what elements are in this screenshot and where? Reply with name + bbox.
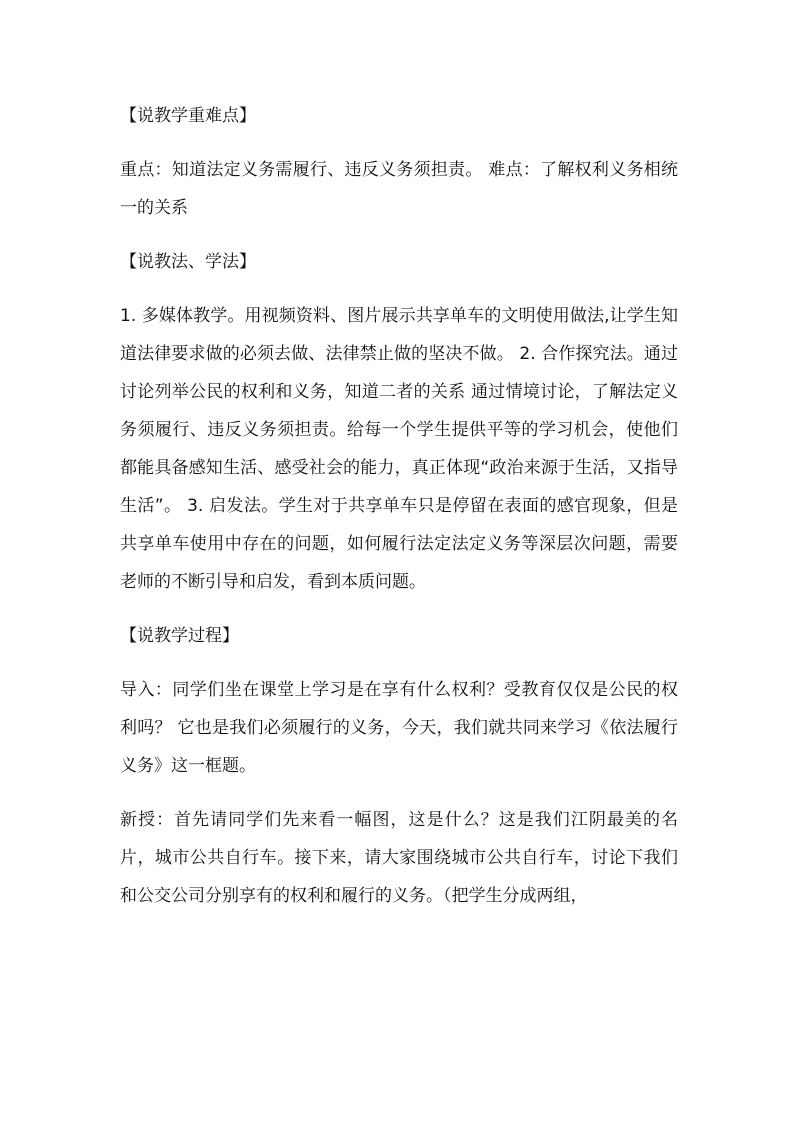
paragraph-teaching-methods: 1. 多媒体教学。用视频资料、图片展示共享单车的文明使用做法,让学生知道法律要求做的必须去做、法律禁止做的坚决不做。 2. 合作探究法。通过讨论列举公民的权利和义务，知道二者的关系 通过情境讨论，了解法定义务须履行、违反义务须担责。给每一个学生提供平等的学习机会，使他们都能具备感知生活、感受社会的能力，真正体现“政治来源于生活，又指导生活”。 3. 启发法。学生对于共享单车只是停留在表面的感官现象，但是共享单车使用中存在的问题，如何履行法定法定义务等深层次问题，需要老师的不断引导和启发，看到本质问题。 [120, 306, 678, 592]
paragraph-introduction: 导入：同学们坐在课堂上学习是在享有什么权利？受教育仅仅是公民的权利吗？ 它也是我们必须履行的义务，今天，我们就共同来学习《依法履行义务》这一框题。 [120, 680, 678, 776]
paragraph-key-difficult-points: 重点：知道法定义务需履行、违反义务须担责。 难点：了解权利义务相统一的关系 [120, 160, 678, 218]
section-heading-teaching-process: 【说教学过程】 [120, 626, 239, 646]
section-heading-teaching-methods: 【说教法、学法】 [120, 252, 256, 272]
paragraph-new-lesson: 新授：首先请同学们先来看一幅图，这是什么？这是我们江阴最美的名片，城市公共自行车。接下来，请大家围绕城市公共自行车，讨论下我们和公交公司分别享有的权利和履行的义务。（把学生分成两组， [120, 810, 678, 906]
document-body [120, 97, 678, 931]
section-heading-key-difficult-points: 【说教学重难点】 [120, 106, 256, 126]
